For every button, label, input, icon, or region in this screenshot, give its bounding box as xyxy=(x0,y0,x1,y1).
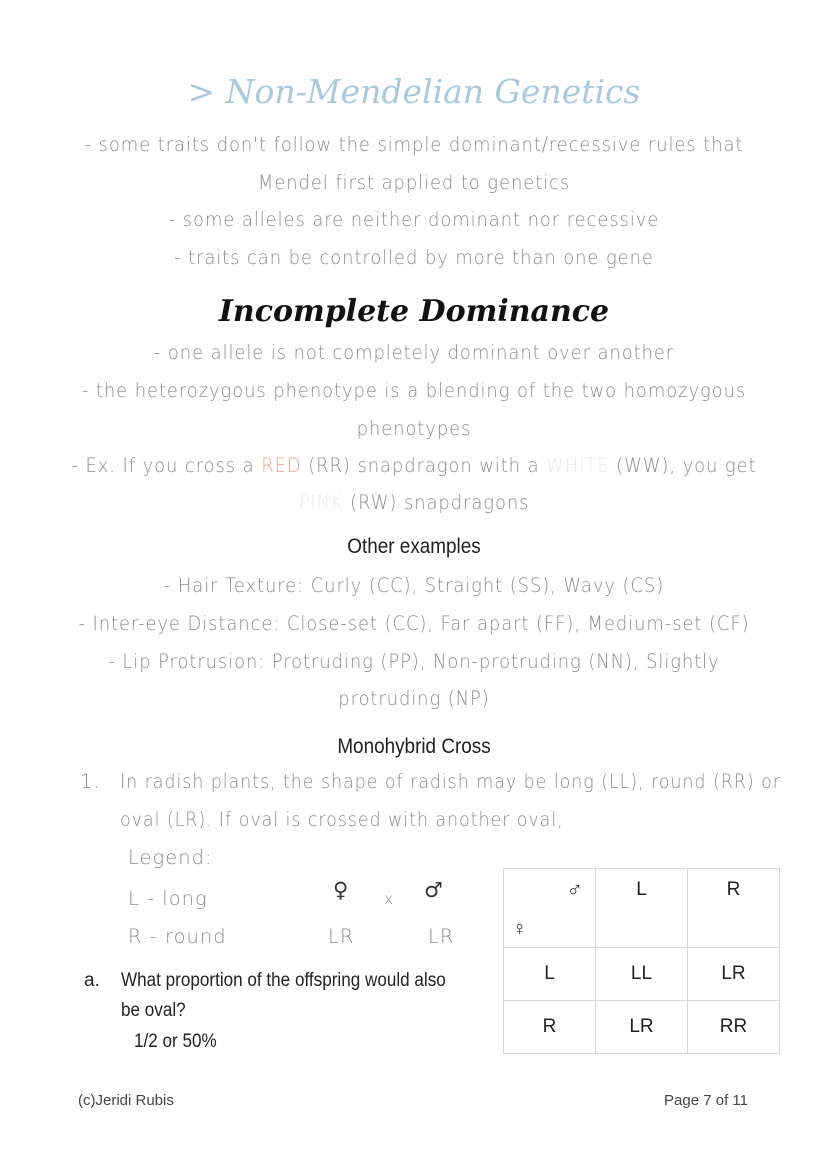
punnett-col-header xyxy=(688,869,780,948)
intro-line-1: - some traits don't follow the simple dominant/recessive rules that xyxy=(84,133,744,156)
punnett-cell: LR xyxy=(596,1001,688,1054)
incomplete-line-2: - the heterozygous phenotype is a blending of the two homozygous xyxy=(81,379,747,402)
incomplete-line-1: - one allele is not completely dominant over another xyxy=(153,341,675,364)
example-end: (RW) snapdragons xyxy=(343,491,530,514)
snapdragon-example-line xyxy=(33,454,795,477)
legend-item-round: R - round xyxy=(128,925,227,948)
example-mid-1: (RR) snapdragon with a xyxy=(301,454,547,477)
punnett-row xyxy=(504,948,780,1001)
punnett-square xyxy=(503,868,780,1054)
white-word: WHITE xyxy=(546,454,610,477)
punnett-cell: LL xyxy=(596,948,688,1001)
legend-label: Legend: xyxy=(128,846,213,869)
incomplete-dominance-heading: Incomplete Dominance xyxy=(218,294,610,329)
male-symbol-icon: ♂ xyxy=(424,878,443,902)
monohybrid-heading: Monohybrid Cross xyxy=(337,735,491,758)
page-title: > Non-Mendelian Genetics xyxy=(187,72,641,111)
male-symbol-icon: ♂ xyxy=(566,877,583,902)
other-line-2: - Inter-eye Distance: Close-set (CC), Far apart (FF), Medium-set (CF) xyxy=(78,612,750,635)
other-line-3: - Lip Protrusion: Protruding (PP), Non-protruding (NN), Slightly xyxy=(108,650,720,673)
footer-page-number: Page 7 of 11 xyxy=(664,1092,748,1109)
cross-x: x xyxy=(384,890,394,908)
punnett-cell: RR xyxy=(688,1001,780,1054)
question-letter: a. xyxy=(84,970,100,991)
incomplete-line-3: phenotypes xyxy=(356,417,472,440)
punnett-header-row xyxy=(504,869,780,948)
question-line-1: What proportion of the offspring would also xyxy=(121,970,446,991)
pink-word: PINK xyxy=(298,491,344,514)
punnett-col-header xyxy=(596,869,688,948)
punnett-row-header: L xyxy=(504,948,596,1001)
question-line-2: be oval? xyxy=(121,1000,186,1021)
problem-line-1: In radish plants, the shape of radish may be long (LL), round (RR) or xyxy=(120,770,781,793)
punnett-cell: LR xyxy=(688,948,780,1001)
problem-number: 1. xyxy=(80,770,101,793)
problem-line-2: oval (LR). If oval is crossed with another oval, xyxy=(120,808,564,831)
other-examples-heading: Other examples xyxy=(347,535,481,558)
punnett-col-header-label: R xyxy=(726,879,741,900)
other-line-4: protruding (NP) xyxy=(338,687,490,710)
question-answer: 1/2 or 50% xyxy=(134,1031,217,1052)
punnett-col-header-label: L xyxy=(636,879,647,900)
punnett-row-header: R xyxy=(504,1001,596,1054)
intro-line-4: - traits can be controlled by more than one gene xyxy=(174,246,654,269)
punnett-corner-cell xyxy=(504,869,596,948)
female-symbol-icon: ♀ xyxy=(333,878,349,902)
female-symbol-icon: ♀ xyxy=(512,918,527,940)
intro-line-3: - some alleles are neither dominant nor recessive xyxy=(168,208,660,231)
example-prefix: - Ex. If you cross a xyxy=(71,454,262,477)
intro-line-2: Mendel first applied to genetics xyxy=(257,171,571,194)
footer-copyright: (c)Jeridi Rubis xyxy=(78,1092,174,1109)
other-line-1: - Hair Texture: Curly (CC), Straight (SS), Wavy (CS) xyxy=(163,574,665,597)
punnett-row xyxy=(504,1001,780,1054)
male-genotype: LR xyxy=(428,925,455,948)
legend-item-long: L - long xyxy=(128,887,208,910)
female-genotype: LR xyxy=(328,925,355,948)
snapdragon-example-line-2 xyxy=(33,491,795,514)
example-mid-2: (WW), you get xyxy=(609,454,757,477)
red-word: RED xyxy=(261,454,302,477)
